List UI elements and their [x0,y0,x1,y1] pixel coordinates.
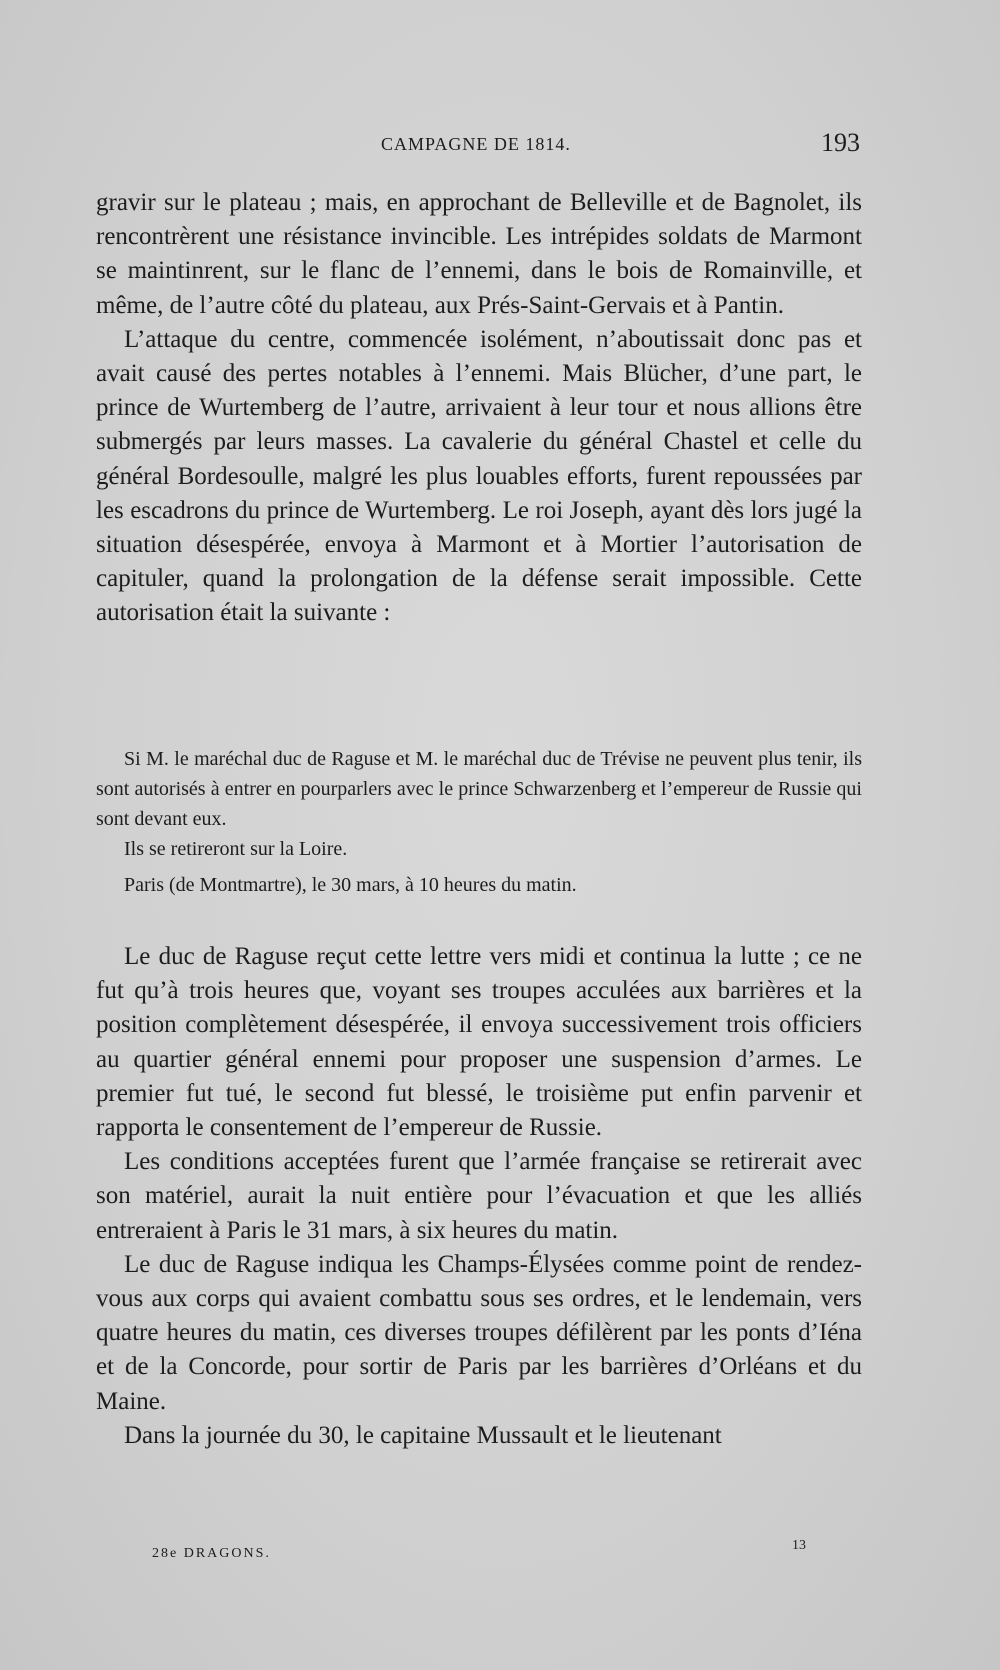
page-footer [96,1538,862,1568]
quote-line: Ils se retireront sur la Loire. [124,838,348,860]
paragraph-last-line: Dans la journée du 30, le capitaine Mussault et le lieutenant [124,1421,722,1449]
paragraph: Le duc de Raguse indiqua les Champs-Élysées comme point de rendez-vous aux corps qui avaient combattu sous ses ordres, et le lendemain, vers quatre heures du matin, ces diverses troupes défilèrent par les ponts d’Iéna et de la Concorde, pour sortir de Paris par les barrières d’Orléans et du Maine. [96,1250,862,1415]
signature-mark: 28e DRAGONS. [152,1546,271,1561]
body-text-upper [96,186,862,631]
page-header [96,128,860,162]
paragraph: Les conditions acceptées furent que l’armée française se retirerait avec son matériel, aurait la nuit entière pour l’évacuation et que les alliés entreraient à Paris le 31 mars, à six heures du matin. [96,1148,862,1244]
body-text-lower [96,940,862,1453]
paragraph-continued: gravir sur le plateau ; mais, en approchant de Belleville et de Bagnolet, ils rencontrèrent une résistance invincible. Les intrépides soldats de Marmont se maintinrent, sur le flanc de l’ennemi, dans le bois de Romainville, et même, de l’autre côté du plateau, aux Prés-Saint-Gervais et à Pantin. [96,189,862,319]
running-title: CAMPAGNE DE 1814. [381,134,571,154]
paragraph: L’attaque du centre, commencée isolément, n’aboutissait donc pas et avait causé des pertes notables à l’ennemi. Mais Blücher, d’une part, le prince de Wurtemberg de l’autre, arrivaient à leur tour et nous allions être submergés par leurs masses. La cavalerie du général Chastel et celle du général Bordesoulle, malgré les plus louables efforts, furent repoussées par les escadrons du prince de Wurtemberg. Le roi Joseph, ayant dès lors jugé la situation désespérée, envoya à Marmont et à Mortier l’autorisation de capituler, quand la prolongation de la défense serait impossible. Cette autorisation était la suivante : [96,325,862,627]
signature-number: 13 [792,1538,806,1553]
paragraph: Le duc de Raguse reçut cette lettre vers midi et continua la lutte ; ce ne fut qu’à trois heures que, voyant ses troupes acculées aux barrières et la position complètement désespérée, il envoya successivement trois officiers au quartier général ennemi pour proposer une suspension d’armes. Le premier fut tué, le second fut blessé, le troisième put enfin parvenir et rapporta le consentement de l’empereur de Russie. [96,943,862,1142]
quote-line: Si M. le maréchal duc de Raguse et M. le maréchal duc de Trévise ne peuvent plus tenir, ils sont autorisés à entrer en pourparlers avec le prince Schwarzenberg et l’empereur de Russie qui sont devant eux. [96,748,862,830]
quote-signed-place-date: Paris (de Montmartre), le 30 mars, à 10 heures du matin. [124,874,577,896]
quoted-authorization [96,744,862,900]
page-number: 193 [821,128,860,157]
